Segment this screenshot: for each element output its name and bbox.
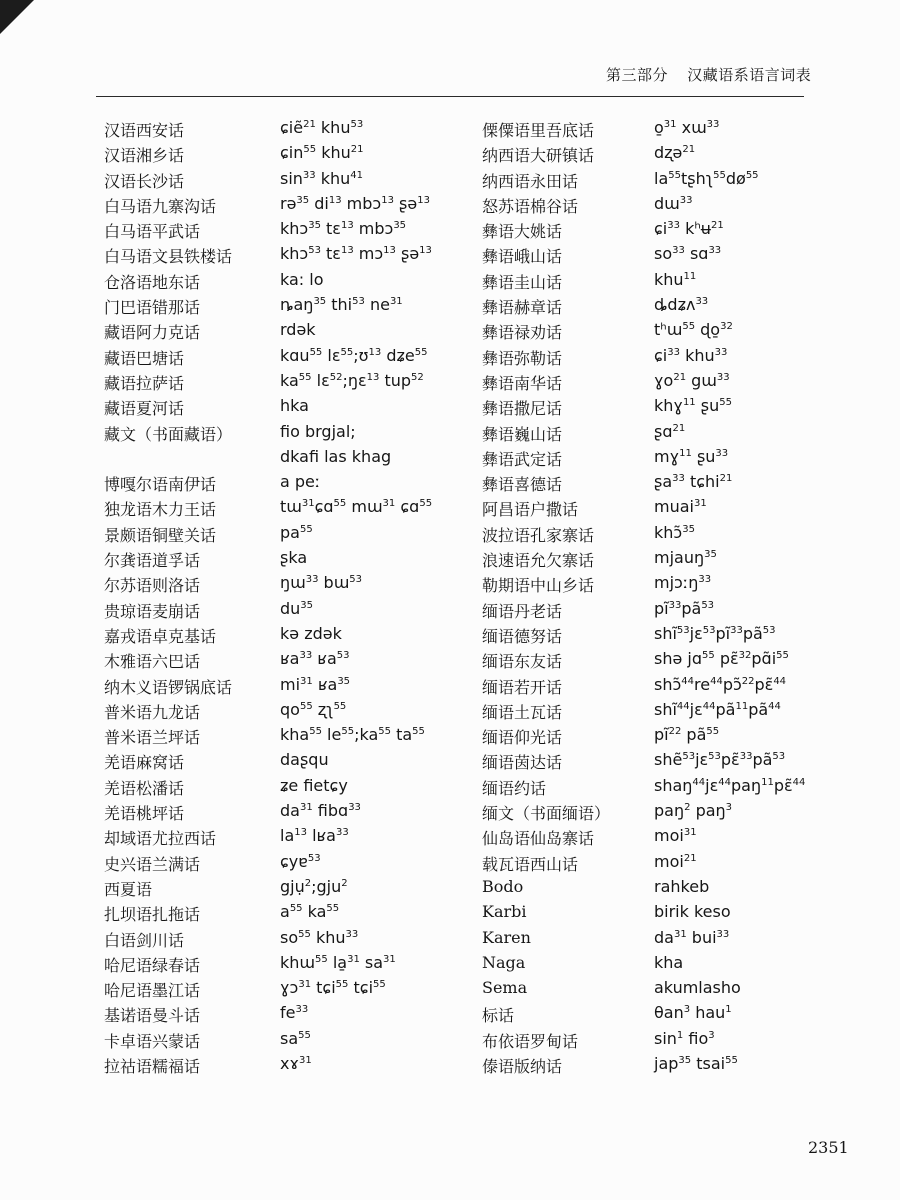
word-form: rə$^{35}$ $di^{13}$ mbɔ$^{13}$ ʂə$^{13}$ bbox=[280, 193, 430, 213]
word-form: $la^{13}$ lʁa$^{33}$ bbox=[280, 826, 349, 846]
word-form: $so^{33}$ sɑ$^{33}$ bbox=[654, 244, 722, 264]
word-form: mjɔːŋ$^{33}$ bbox=[654, 573, 712, 593]
language-name: 彝语弥勒话 bbox=[482, 348, 563, 368]
language-name: 基诺语曼斗话 bbox=[104, 1006, 201, 1026]
language-name: 汉语西安话 bbox=[104, 121, 185, 140]
header-rule bbox=[96, 96, 804, 97]
language-name: 白马语文县铁楼话 bbox=[104, 247, 233, 267]
language-name: 羌语松潘话 bbox=[104, 778, 185, 798]
word-form: ɕi$^{33}$ khu$^{33}$ bbox=[654, 345, 728, 365]
language-name: 博嘎尔语南伊话 bbox=[104, 475, 217, 495]
word-form: mɣ$^{11}$ ʂu$^{33}$ bbox=[654, 446, 729, 466]
language-name: 仙岛语仙岛寨话 bbox=[482, 829, 595, 849]
language-name: 纳木义语锣锅底话 bbox=[104, 677, 233, 697]
word-form: $so^{55}$ khu$^{33}$ bbox=[280, 927, 359, 947]
word-form: ɕi$^{33}$ kʰʉ$^{21}$ bbox=[654, 219, 724, 239]
word-form: $da^{31}$ bui$^{33}$ bbox=[654, 927, 730, 947]
word-form: ȵaŋ$^{35}$ thi$^{53}$ $ne^{31}$ bbox=[280, 295, 403, 315]
language-name: 独龙语木力王话 bbox=[104, 500, 217, 520]
language-name: 浪速语允欠寨话 bbox=[482, 551, 595, 571]
word-form: kha$^{55}$ $le^{55};ka^{55}$ $ta^{55}$ bbox=[280, 725, 425, 745]
language-name: 纳西语大研镇话 bbox=[482, 146, 595, 166]
language-name: 怒苏语棉谷话 bbox=[482, 196, 579, 216]
language-name: 彝语大姚话 bbox=[482, 222, 563, 242]
language-name: 却域语尤拉西话 bbox=[104, 829, 217, 849]
word-form: gjụ$^2$;gju$^2$ bbox=[280, 876, 348, 896]
language-name: 藏文（书面藏语） bbox=[104, 424, 233, 444]
word-form: mjauŋ$^{35}$ bbox=[654, 548, 717, 568]
word-form: shaŋ$^{44}$jɛ$^{44}$paŋ$^{11}$pɛ̃$^{44}$ bbox=[654, 775, 806, 795]
language-name: 卡卓语兴蒙话 bbox=[104, 1031, 201, 1051]
running-header bbox=[606, 64, 825, 85]
language-name: 彝语巍山话 bbox=[482, 424, 563, 444]
word-form: ʑe fietɕy bbox=[280, 775, 348, 795]
word-form: $pa^{55}$ bbox=[280, 522, 313, 542]
word-form: ɕin$^{55}$ khu$^{21}$ bbox=[280, 143, 364, 163]
language-name: 彝语圭山话 bbox=[482, 272, 563, 292]
word-form: daʂqu bbox=[280, 750, 329, 770]
language-name: 尔苏语则洛话 bbox=[104, 576, 201, 596]
language-name: 史兴语兰满话 bbox=[104, 854, 201, 874]
word-form: $ka^{55}$ lɛ$^{52}$;ŋɛ$^{13}$ tup$^{52}$ bbox=[280, 370, 424, 390]
language-name: 勒期语中山乡话 bbox=[482, 576, 595, 596]
word-form: kha bbox=[654, 952, 684, 972]
word-form: rdək bbox=[280, 320, 316, 340]
language-name: 缅文（书面缅语） bbox=[482, 804, 611, 824]
word-form: moi$^{21}$ bbox=[654, 851, 697, 871]
language-name: 贵琼语麦崩话 bbox=[104, 601, 201, 621]
word-form: moi$^{31}$ bbox=[654, 826, 697, 846]
language-name: 白马语平武话 bbox=[104, 222, 201, 242]
word-form: ʂka bbox=[280, 548, 308, 568]
language-name: 傈僳语里吾底话 bbox=[482, 121, 595, 140]
word-form: $pĩ^{22}$ $pã^{55}$ bbox=[654, 725, 720, 745]
language-name: 羌语麻窝话 bbox=[104, 753, 185, 773]
language-name: 白语剑川话 bbox=[104, 930, 185, 950]
language-name: 藏语拉萨话 bbox=[104, 373, 185, 393]
language-name: 普米语九龙话 bbox=[104, 702, 201, 722]
language-name: 缅语东友话 bbox=[482, 652, 563, 672]
language-name: 缅语若开话 bbox=[482, 677, 563, 697]
language-name: Bodo bbox=[482, 876, 524, 896]
language-name: Naga bbox=[482, 952, 526, 972]
language-name: 缅语德努话 bbox=[482, 626, 563, 646]
language-name: 嘉戎语卓克基话 bbox=[104, 626, 217, 646]
word-form: dʐə$^{21}$ bbox=[654, 143, 696, 163]
word-form: dɯ$^{33}$ bbox=[654, 193, 693, 213]
language-name: 波拉语孔家寨话 bbox=[482, 525, 595, 545]
word-form: $fe^{33}$ bbox=[280, 1003, 309, 1023]
language-name: 仓洛语地东话 bbox=[104, 272, 201, 292]
word-form: khɣ$^{11}$ ʂu$^{55}$ bbox=[654, 396, 732, 416]
page-corner-shadow bbox=[0, 0, 34, 34]
language-name: 白马语九寨沟话 bbox=[104, 196, 217, 216]
language-name: 西夏语 bbox=[104, 879, 153, 899]
word-form: a peː bbox=[280, 472, 321, 492]
word-form: khɔ$^{35}$ tɛ$^{13}$ mbɔ$^{35}$ bbox=[280, 219, 407, 239]
word-form: ka: lo bbox=[280, 269, 324, 289]
word-form: hka bbox=[280, 396, 309, 416]
language-name: 汉语长沙话 bbox=[104, 171, 185, 191]
word-form: $\sin^{33} khu^{41}$ bbox=[280, 168, 364, 188]
word-form: $la^{55}tʂhʅ^{55}dø^{55}$ bbox=[654, 168, 759, 188]
language-name: 藏语巴塘话 bbox=[104, 348, 185, 368]
word-form: muai$^{31}$ bbox=[654, 497, 707, 517]
word-form: $a^{55}$ $ka^{55}$ bbox=[280, 902, 340, 922]
word-form: $qo^{55}$ ʐʅ$^{55}$ bbox=[280, 699, 347, 719]
word-form: $shĩ^{44}jɛ^{44}pã^{11}pã^{44}$ bbox=[654, 699, 781, 719]
word-form: ɣo$^{21}$ gɯ$^{33}$ bbox=[654, 370, 730, 390]
word-form: $\sin^1 fio^3$ bbox=[654, 1028, 715, 1048]
language-name: 缅语仰光话 bbox=[482, 728, 563, 748]
language-name: 标话 bbox=[482, 1006, 515, 1026]
language-name: 羌语桃坪话 bbox=[104, 804, 185, 824]
word-form: ʂa$^{33}$ tɕhi$^{21}$ bbox=[654, 472, 733, 492]
language-name: 缅语茵达话 bbox=[482, 753, 563, 773]
word-form: ɕyɐ$^{53}$ bbox=[280, 851, 321, 871]
word-form: $mi^{31}$ ʁa$^{35}$ bbox=[280, 674, 351, 694]
language-name: 缅语丹老话 bbox=[482, 601, 563, 621]
word-form: ɕiẽ$^{21}$ khu$^{53}$ bbox=[280, 118, 364, 137]
language-name: 普米语兰坪话 bbox=[104, 728, 201, 748]
language-name: 拉祜语糯福话 bbox=[104, 1056, 201, 1076]
header-part: 第三部分 bbox=[606, 66, 669, 84]
word-form: khɔ$^{53}$ tɛ$^{13}$ mɔ$^{13}$ ʂə$^{13}$ bbox=[280, 244, 432, 264]
word-form: ŋɯ$^{33}$ bɯ$^{53}$ bbox=[280, 573, 363, 593]
word-form: ʁa$^{33}$ ʁa$^{53}$ bbox=[280, 649, 350, 669]
word-form: birik keso bbox=[654, 902, 731, 922]
word-form: tɯ$^{31}$ɕɑ$^{55}$ mɯ$^{31}$ ɕɑ$^{55}$ bbox=[280, 497, 433, 517]
word-form: rahkeb bbox=[654, 876, 710, 896]
word-form: paŋ$^2$ paŋ$^3$ bbox=[654, 801, 733, 821]
word-form: xɤ$^{31}$ bbox=[280, 1053, 312, 1073]
language-name: 阿昌语户撒话 bbox=[482, 500, 579, 520]
word-form: khu$^{11}$ bbox=[654, 269, 697, 289]
language-name: 纳西语永田话 bbox=[482, 171, 579, 191]
language-name: 彝语峨山话 bbox=[482, 247, 563, 267]
word-form: tʰɯ$^{55}$ ɖo̱$^{32}$ bbox=[654, 320, 733, 340]
header-title: 汉藏语系语言词表 bbox=[687, 66, 812, 84]
language-name: 彝语南华话 bbox=[482, 373, 563, 393]
language-name: 景颇语铜壁关话 bbox=[104, 525, 217, 545]
language-name: 扎坝语扎拖话 bbox=[104, 905, 201, 925]
word-form: $da^{31}$ fibɑ$^{33}$ bbox=[280, 801, 361, 821]
word-form: o̱$^{31}$ xɯ$^{33}$ bbox=[654, 118, 720, 137]
language-name: 门巴语错那话 bbox=[104, 298, 201, 318]
word-form: $du^{35}$ bbox=[280, 598, 314, 618]
word-form: ʂɑ$^{21}$ bbox=[654, 421, 686, 441]
word-form: θan$^3$ hau$^1$ bbox=[654, 1003, 732, 1023]
language-name: 哈尼语墨江话 bbox=[104, 981, 201, 1001]
language-name: 彝语禄劝话 bbox=[482, 323, 563, 343]
language-name: Karbi bbox=[482, 902, 527, 922]
language-name: 哈尼语绿春话 bbox=[104, 955, 201, 975]
word-form: $shẽ^{53}jɛ^{53}pɛ̃^{33}pã^{53}$ bbox=[654, 750, 786, 770]
word-form: jap$^{35}$ tsai$^{55}$ bbox=[654, 1053, 738, 1073]
word-form: khɔ̃$^{35}$ bbox=[654, 522, 695, 542]
language-name: 藏语阿力克话 bbox=[104, 323, 201, 343]
language-name: 汉语湘乡话 bbox=[104, 146, 185, 166]
page-number: 2351 bbox=[808, 1138, 849, 1157]
language-name: 藏语夏河话 bbox=[104, 399, 185, 419]
word-form: kɑu$^{55}$ lɛ$^{55}$;ʊ$^{13}$ dʑe$^{55}$ bbox=[280, 345, 428, 365]
word-form: $pĩ^{33}pã^{53}$ bbox=[654, 598, 715, 618]
language-name: 彝语喜德话 bbox=[482, 475, 563, 495]
word-form: ȡdʑʌ$^{33}$ bbox=[654, 295, 709, 315]
word-form: kə zdək bbox=[280, 623, 342, 643]
word-form: khɯ$^{55}$ la̱$^{31}$ $sa^{31}$ bbox=[280, 952, 396, 972]
language-name: 彝语武定话 bbox=[482, 449, 563, 469]
word-form: $sa^{55}$ bbox=[280, 1028, 311, 1048]
language-name: 木雅语六巴话 bbox=[104, 652, 201, 672]
language-name: 缅语约话 bbox=[482, 778, 547, 798]
word-form: fio brgjal; bbox=[280, 421, 356, 441]
language-name: 载瓦语西山话 bbox=[482, 854, 579, 874]
word-form: akumlasho bbox=[654, 978, 741, 998]
language-name: 布依语罗甸话 bbox=[482, 1031, 579, 1051]
language-name: 彝语赫章话 bbox=[482, 298, 563, 318]
word-form: ɣɔ$^{31}$ tɕi$^{55}$ tɕi$^{55}$ bbox=[280, 978, 386, 998]
language-name: Karen bbox=[482, 927, 531, 947]
word-form: $shɔ̃^{44}re^{44}pɔ̃^{22}pɛ̃^{44}$ bbox=[654, 674, 787, 694]
language-name: 傣语版纳话 bbox=[482, 1056, 563, 1076]
language-name: 尔龚语道孚话 bbox=[104, 551, 201, 571]
word-form: dkafi las khag bbox=[280, 446, 392, 466]
word-form: shə jɑ$^{55}$ $pɛ̃^{32}pɑ̃i^{55}$ bbox=[654, 649, 789, 669]
language-name: 缅语土瓦话 bbox=[482, 702, 563, 722]
language-name: Sema bbox=[482, 978, 528, 998]
word-form: $shĩ^{53}jɛ^{53}pĩ^{33}pã^{53}$ bbox=[654, 623, 776, 643]
language-name: 彝语撒尼话 bbox=[482, 399, 563, 419]
